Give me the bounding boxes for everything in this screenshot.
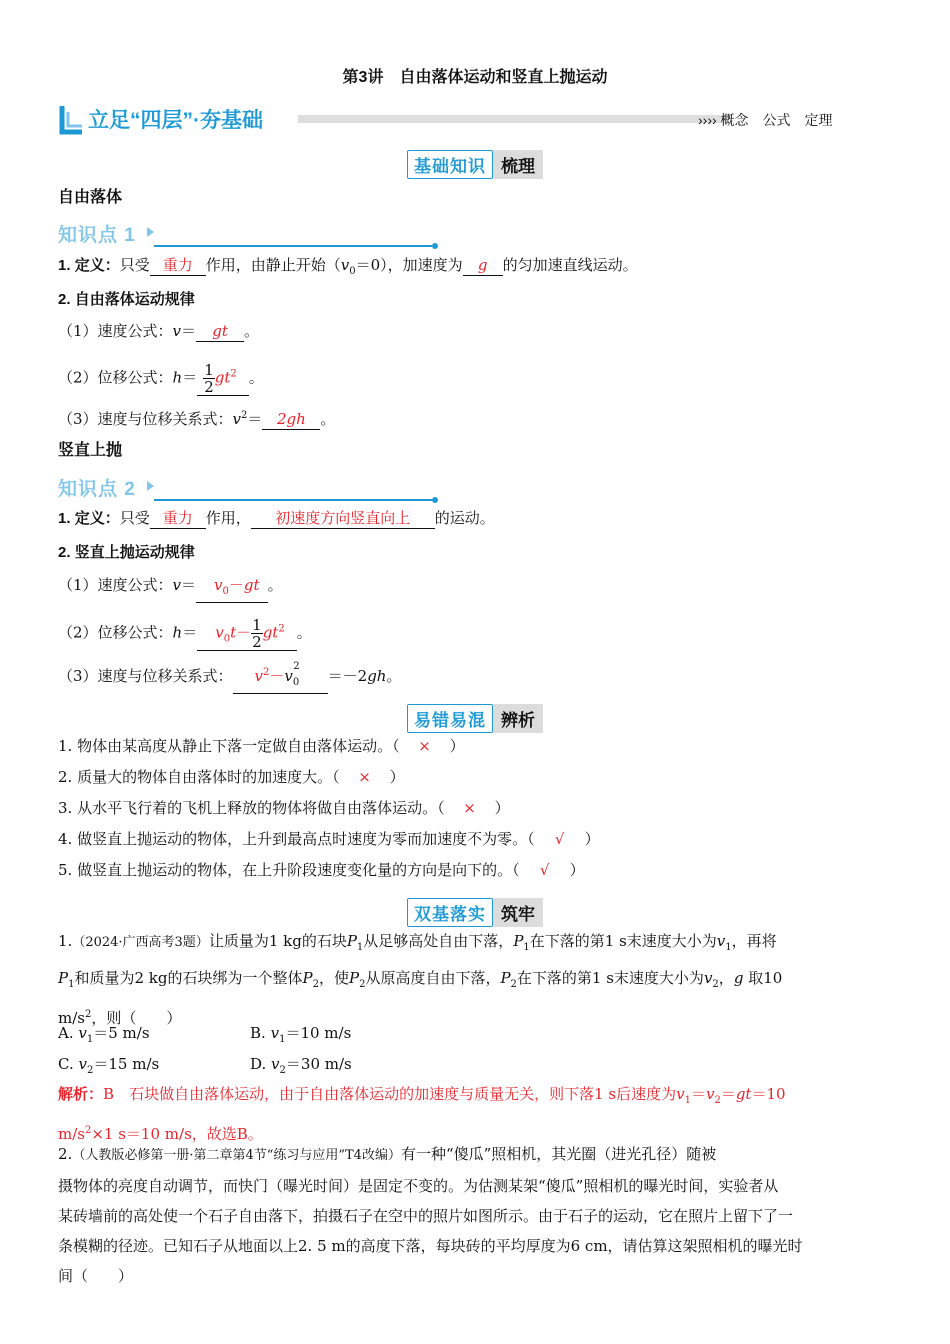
judgment-item: 1. 物体由某高度从静止下落一定做自由落体运动。（ × ）: [58, 737, 465, 755]
question-source: （2024·广西高考3题）: [72, 935, 209, 950]
free-fall-displacement-formula: （2）位移公式：h＝ $\frac{1}{2}$ $gt^2$ 。: [58, 361, 264, 396]
blank-gt: gt: [196, 321, 244, 342]
blank-half-gt2: $\frac{1}{2}$ $gt^2$: [197, 362, 249, 396]
judgment-item: 4. 做竖直上抛运动的物体，上升到最高点时速度为零而加速度不为零。（ √ ）: [58, 830, 600, 848]
vertical-displacement-formula: （2）位移公式：$h= v_0t-$ $\frac{1}{2}$ $gt^2$ 。: [58, 616, 312, 651]
free-fall-relation-formula: （3）速度与位移关系式：$v^2= 2gh$ 。: [58, 410, 336, 428]
judgment-mark: ×: [358, 768, 371, 786]
blank-v0t-half-gt2: $v_0t-$ $\frac{1}{2}$ $gt^2$: [197, 617, 296, 651]
free-fall-velocity-formula: （1）速度公式：v＝ gt 。: [58, 322, 260, 340]
option-a: A. $v_1=5$ m/s: [58, 1024, 150, 1045]
section-header-box: 基础知识: [407, 150, 493, 179]
page-title: 第3讲 自由落体运动和竖直上抛运动: [342, 69, 608, 86]
blank-v0-gt: $v_0-gt$: [196, 575, 268, 603]
vertical-velocity-formula: （1）速度公式：$v= v_0-gt$ 。: [58, 575, 283, 603]
blank-initial-velocity-up: 初速度方向竖直向上: [251, 508, 435, 529]
section-header-after-3: 筑牢: [493, 898, 543, 927]
option-d: D. $v_2=30$ m/s: [250, 1055, 352, 1076]
banner-bracket-icon: [58, 102, 88, 138]
banner-title-d: 夯基础: [200, 109, 263, 132]
banner-title-b: “四层”: [130, 109, 193, 132]
kp1-title: 知识点 1: [58, 225, 136, 246]
judgment-mark: ×: [418, 737, 431, 755]
section-header-after: 梳理: [493, 150, 543, 179]
free-fall-law-heading: 2. 自由落体运动规律: [58, 291, 195, 308]
blank-v2-v02: $v^2-v_0^2$: [233, 663, 328, 694]
judgment-item: 2. 质量大的物体自由落体时的加速度大。（ × ）: [58, 768, 405, 786]
question-1: 1.（2024·广西高考3题）让质量为1 kg的石块$P_1$从足够高处自由下落，$P_1$在下落的第1 s末速度大小为$v_1$，再将 $P_1$和质量为2 kg的石块绑为一个整体$P_2$，使$P_2$从原高度自由下落，$P_2$在下落的第1 s末速度大小为$v_2$，g 取10 $m/s^2$，则（ ）: [58, 932, 783, 1027]
section-header-box-2: 易错易混: [407, 704, 493, 733]
section-header-after-2: 辨析: [493, 704, 543, 733]
question-2: 2.（人教版必修第一册·第二章第4节“练习与应用”T4改编）有一种“傻瓜”照相机，其光圈（进光孔径）随被 摄物体的亮度自动调节，而快门（曝光时间）是固定不变的。为估测某架“傻瓜”照相机的曝光时间，实验者从 某砖墙前的高处使一个石子自由落下，拍摄石子在空中的照片如图所示。由于石子的运动，它在照片上留下了一 条模糊的径迹。已知石子从地面以上2. 5 m的高度下落，每块砖的平均厚度为6 cm，请估算这架照相机的曝光时 间（ ）: [58, 1145, 803, 1285]
kp2-title: 知识点 2: [58, 479, 136, 500]
answer-analysis-1: 解析：B 石块做自由落体运动，由于自由落体运动的加速度与质量无关，则下落1 s后速度为$v_1=v_2=gt=10$ $m/s^2\times 1$ s＝10 m/s，故选B。: [58, 1085, 786, 1143]
section-header-basics: [0, 150, 950, 179]
section-header-practice: [0, 898, 950, 927]
banner-title-c: ·: [193, 109, 200, 132]
section-header-box-3: 双基落实: [407, 898, 493, 927]
blank-gravity: 重力: [150, 255, 206, 276]
banner-tags: ›››› 概念 公式 定理: [698, 112, 833, 128]
judgment-mark: √: [554, 830, 565, 848]
free-fall-definition: 1. 定义：只受 重力 作用，由静止开始$(v_0=0)$，加速度为 g 的匀加速直线运动。: [58, 256, 638, 277]
blank-2gh: 2gh: [262, 409, 320, 430]
judgment-item: 5. 做竖直上抛运动的物体，在上升阶段速度变化量的方向是向下的。（ √ ）: [58, 861, 585, 879]
vertical-definition: 1. 定义：只受 重力 作用， 初速度方向竖直向上 的运动。: [58, 509, 495, 527]
kp2-arrow-icon: [146, 480, 156, 492]
judgment-mark: ×: [463, 799, 476, 817]
vertical-relation-formula: （3）速度与位移关系式： $v^2-v_0^2=-2gh$。: [58, 663, 401, 694]
blank-gravity-2: 重力: [150, 508, 206, 529]
subheading-vertical-throw: 竖直上抛: [58, 442, 123, 459]
judgment-item: 3. 从水平飞行着的飞机上释放的物体将做自由落体运动。（ × ）: [58, 799, 510, 817]
judgment-list: [58, 736, 600, 891]
section-banner: [58, 102, 858, 138]
question-source-2: （人教版必修第一册·第二章第4节“练习与应用”T4改编）: [72, 1148, 401, 1163]
option-c: C. $v_2=15$ m/s: [58, 1055, 160, 1076]
vertical-law-heading: 2. 竖直上抛运动规律: [58, 544, 195, 561]
option-b: B. $v_1=10$ m/s: [250, 1024, 352, 1045]
knowledge-point-2: [58, 474, 438, 504]
section-header-mistakes: [0, 704, 950, 733]
kp1-arrow-icon: [146, 226, 156, 238]
judgment-mark: √: [539, 861, 550, 879]
subheading-free-fall: 自由落体: [58, 189, 123, 206]
blank-g: g: [463, 255, 503, 276]
knowledge-point-1: [58, 220, 438, 250]
banner-bar: [298, 115, 728, 123]
banner-title-a: 立足: [88, 109, 130, 132]
